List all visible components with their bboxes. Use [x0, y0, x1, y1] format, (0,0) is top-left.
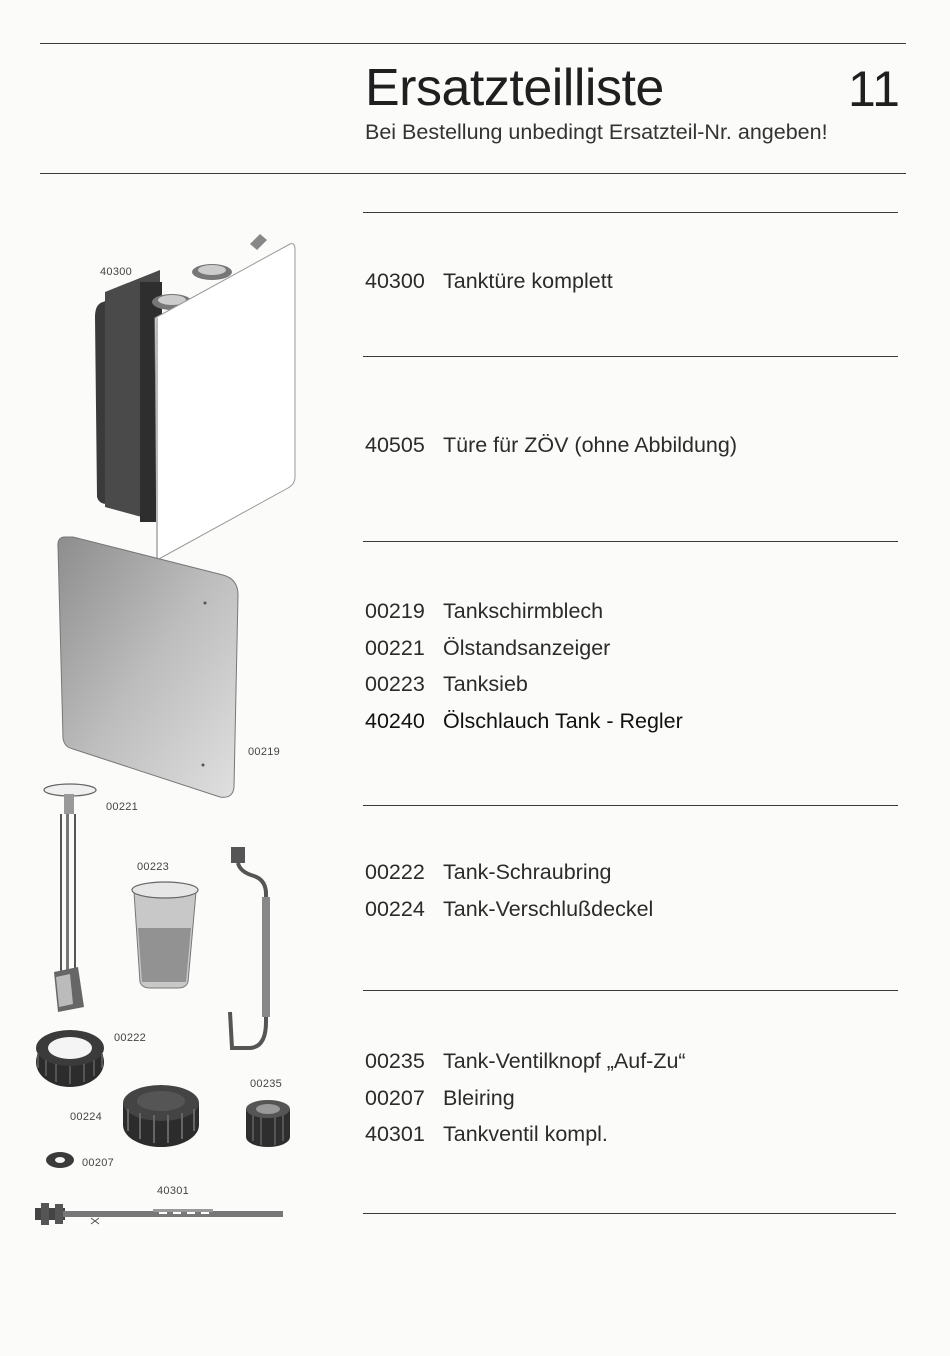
part-row — [365, 263, 613, 300]
header-bottom-rule — [40, 173, 906, 174]
oil-hose-image — [222, 842, 277, 1057]
page-title: Ersatzteilliste — [365, 59, 664, 117]
part-number: 00221 — [365, 635, 425, 660]
separator — [363, 990, 898, 991]
figure-label-lead-ring: 00207 — [82, 1157, 115, 1169]
part-row — [365, 1116, 686, 1153]
part-name: Tanksieb — [443, 672, 528, 696]
header-top-rule — [40, 43, 906, 44]
parts-group-2 — [365, 427, 737, 464]
part-row — [365, 854, 653, 891]
part-number: 00235 — [365, 1049, 425, 1073]
part-row — [365, 891, 653, 928]
cap-image — [120, 1079, 202, 1149]
separator — [363, 1213, 896, 1214]
page-subtitle: Bei Bestellung unbedingt Ersatzteil-Nr. angeben! — [365, 120, 828, 144]
page-number: 11 — [848, 61, 900, 117]
parts-group-4 — [365, 854, 653, 927]
figure-label-tank-door: 40300 — [100, 266, 133, 278]
part-number: 40300 — [365, 269, 425, 293]
part-number: 40301 — [365, 1122, 425, 1146]
part-row — [365, 1043, 686, 1080]
valve-image — [33, 1200, 288, 1226]
separator — [363, 805, 898, 806]
shield-plate-image — [55, 533, 240, 801]
figure-label-level-indicator: 00221 — [106, 801, 139, 813]
valve-knob-image — [243, 1097, 293, 1149]
part-name: Tankschirmblech — [443, 599, 604, 623]
separator — [363, 541, 898, 542]
part-name: Tank-Schraubring — [443, 860, 612, 884]
part-name: Türe für ZÖV (ohne Abbildung) — [443, 433, 737, 457]
part-name: Tank-Verschlußdeckel — [443, 896, 654, 921]
part-number: 00223 — [365, 672, 425, 696]
part-number: 00222 — [365, 860, 425, 884]
part-row — [365, 630, 683, 667]
part-number: 00224 — [365, 896, 425, 921]
part-name: Ölschlauch Tank - Regler — [443, 708, 683, 733]
part-row — [365, 427, 737, 464]
screw-ring-image — [34, 1024, 106, 1090]
part-name: Ölstandsanzeiger — [443, 635, 611, 660]
part-row — [365, 666, 683, 703]
strainer-image — [128, 878, 203, 993]
figure-label-valve-knob: 00235 — [250, 1078, 283, 1090]
part-name: Tank-Ventilknopf „Auf-Zu“ — [443, 1049, 686, 1073]
part-number: 40505 — [365, 433, 425, 457]
part-name: Bleiring — [443, 1085, 515, 1110]
part-row — [365, 1080, 686, 1117]
separator — [363, 356, 898, 357]
part-row — [365, 593, 683, 630]
figure-label-strainer: 00223 — [137, 861, 170, 873]
parts-group-5 — [365, 1043, 686, 1153]
part-name: Tanktüre komplett — [443, 269, 613, 293]
parts-group-3 — [365, 593, 683, 739]
part-number: 00207 — [365, 1085, 425, 1110]
part-number: 40240 — [365, 708, 425, 733]
figure-label-screw-ring: 00222 — [114, 1032, 147, 1044]
part-row — [365, 703, 683, 740]
figure-label-cap: 00224 — [70, 1111, 103, 1123]
part-number: 00219 — [365, 599, 425, 623]
lead-ring-image — [44, 1150, 76, 1170]
figure-label-shield-plate: 00219 — [248, 746, 281, 758]
parts-group-1 — [365, 263, 613, 300]
separator — [363, 212, 898, 213]
level-indicator-image — [40, 782, 100, 1017]
figure-label-valve: 40301 — [157, 1185, 190, 1197]
part-name: Tankventil kompl. — [443, 1122, 608, 1146]
